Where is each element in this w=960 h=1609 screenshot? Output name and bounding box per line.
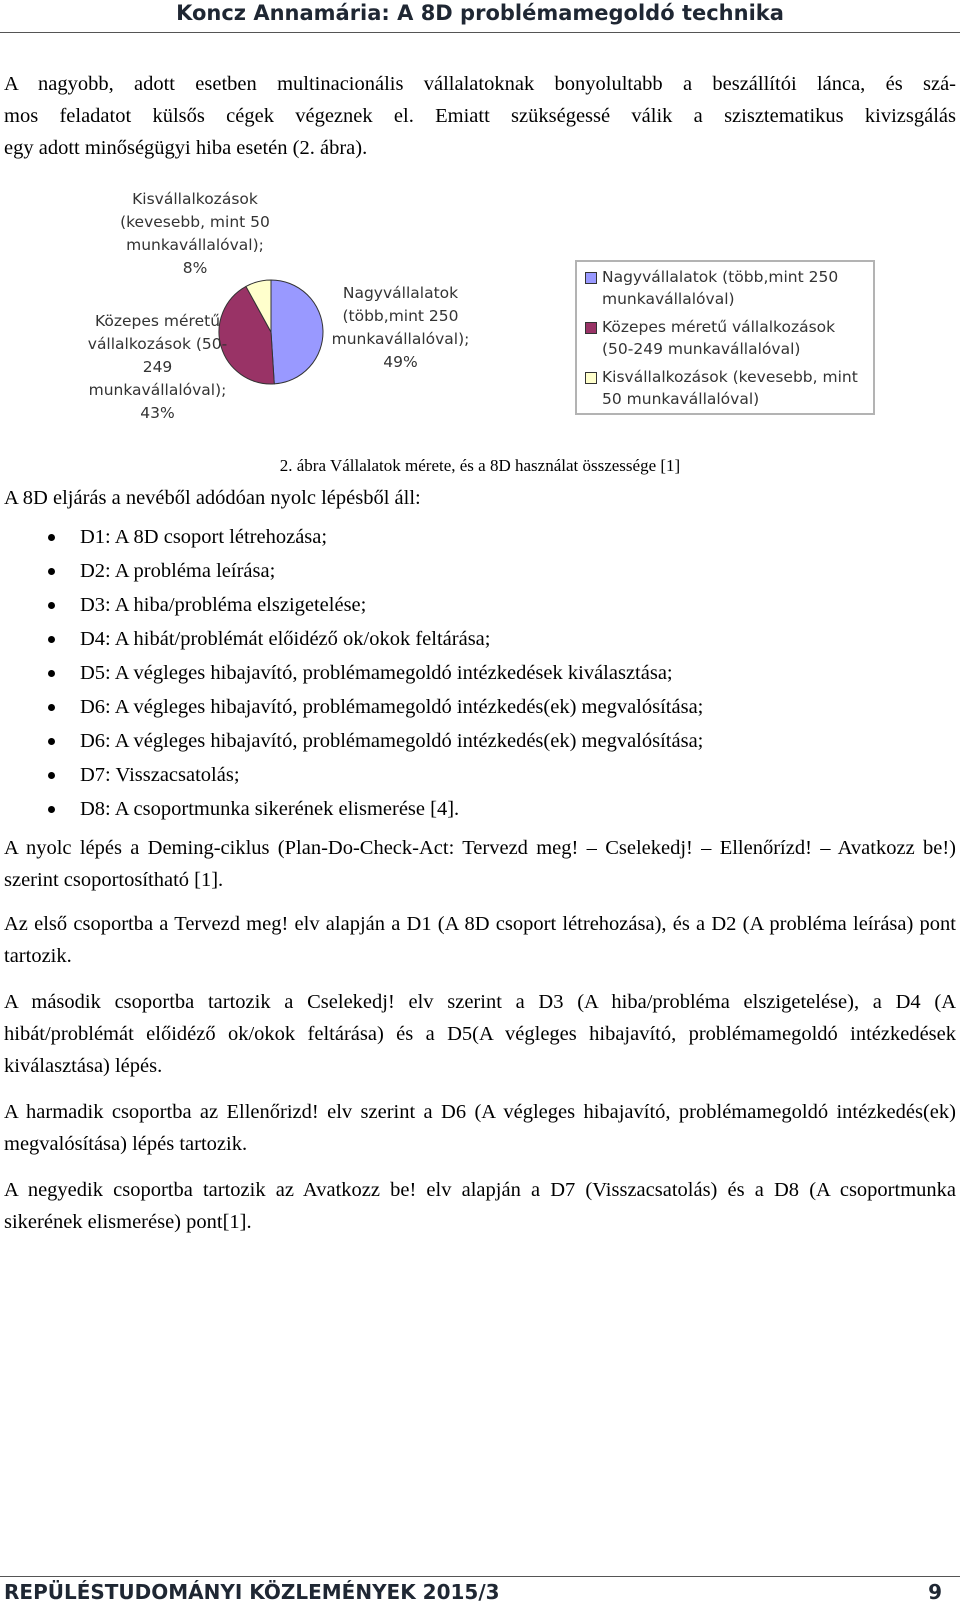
- pie-chart-figure: [0, 180, 960, 440]
- bullet: [48, 772, 55, 779]
- list-item: D2: A probléma leírása;: [40, 554, 703, 588]
- pie-slice-large: [271, 280, 323, 384]
- paragraph-group-3: A harmadik csoportba az Ellenőrizd! elv szerint a D6 (A végleges hibajavító, problémamegoldó intézkedés(ek) megvalósítása) lépés tartozik.: [4, 1101, 956, 1155]
- chart-legend: [575, 260, 875, 415]
- step-list: [40, 520, 703, 826]
- paragraph-deming: A nyolc lépés a Deming-ciklus (Plan-Do-Check-Act: Tervezd meg! – Cselekedj! – Ellenőrízd! – Avatkozz be!) szerint csoportosítható [1].: [4, 837, 956, 891]
- bullet: [48, 534, 55, 541]
- intro-paragraph: [4, 68, 960, 164]
- list-item: D5: A végleges hibajavító, problémamegoldó intézkedések kiválasztása;: [40, 656, 703, 690]
- bullet: [48, 704, 55, 711]
- steps-intro: A 8D eljárás a nevéből adódóan nyolc lépésből áll:: [4, 487, 421, 509]
- intro-line: egy adott minőségügyi hiba esetén (2. ábra).: [4, 137, 368, 159]
- footer-divider: [0, 1576, 960, 1577]
- intro-line: mos feladatot külsős cégek végeznek el. Emiatt szükségessé válik a szisztematikus kivizsgálás: [4, 105, 956, 127]
- pie-label-medium: Közepes méretű vállalkozások (50- 249 munkavállalóval); 43%: [87, 312, 228, 422]
- bullet: [48, 670, 55, 677]
- running-title: Koncz Annamária: A 8D problémamegoldó technika: [176, 1, 784, 25]
- paragraph-group-4: A negyedik csoportba tartozik az Avatkozz be! elv alapján a D7 (Visszacsatolás) és a D8 (A csoportmunka sikerének elismerése) pont[1].: [4, 1179, 956, 1233]
- intro-line: A nagyobb, adott esetben multinacionális vállalatoknak bonyolultabb a beszállítói lánca, és szá-: [4, 73, 956, 95]
- legend-item-large: [585, 266, 838, 310]
- legend-item-small: [585, 366, 858, 410]
- list-item: D6: A végleges hibajavító, problémamegoldó intézkedés(ek) megvalósítása;: [40, 690, 703, 724]
- figure-caption: 2. ábra Vállalatok mérete, és a 8D használat összessége [1]: [279, 456, 681, 475]
- bullet: [48, 602, 55, 609]
- page-number: 9: [928, 1580, 942, 1604]
- paragraph-group-2: A második csoportba tartozik a Cselekedj! elv szerint a D3 (A hiba/probléma elszigetelése), a D4 (A hibát/problémát előidéző ok/okok feltárása) és a D5(A végleges hibajavító, problémamegoldó intézkedések kiválasztása) lépés.: [4, 991, 956, 1077]
- list-item: D1: A 8D csoport létrehozása;: [40, 520, 703, 554]
- list-item: D7: Visszacsatolás;: [40, 758, 703, 792]
- bullet: [48, 806, 55, 813]
- legend-swatch: [585, 272, 597, 284]
- list-item: D8: A csoportmunka sikerének elismerése [4].: [40, 792, 703, 826]
- list-item: D4: A hibát/problémát előidéző ok/okok feltárása;: [40, 622, 703, 656]
- page-footer: [0, 1575, 960, 1609]
- bullet: [48, 738, 55, 745]
- legend-label: Közepes méretű vállalkozások (50-249 munkavállalóval): [602, 318, 836, 358]
- journal-name: REPÜLÉSTUDOMÁNYI KÖZLEMÉNYEK 2015/3: [4, 1580, 500, 1604]
- paragraph-group-1: Az első csoportba a Tervezd meg! elv alapján a D1 (A 8D csoport létrehozása), és a D2 (A probléma leírása) pont tartozik.: [4, 913, 956, 967]
- bullet: [48, 568, 55, 575]
- legend-swatch: [585, 322, 597, 334]
- legend-item-medium: [585, 316, 835, 360]
- pie-label-large: Nagyvállalatok (több,mint 250 munkavállalóval); 49%: [331, 284, 470, 371]
- bullet: [48, 636, 55, 643]
- pie-label-small: Kisvállalkozások (kevesebb, mint 50 munkavállalóval); 8%: [120, 190, 270, 277]
- header-divider: [0, 32, 960, 33]
- list-item: D6: A végleges hibajavító, problémamegoldó intézkedés(ek) megvalósítása;: [40, 724, 703, 758]
- legend-label: Nagyvállalatok (több,mint 250 munkavállalóval): [602, 268, 839, 308]
- legend-swatch: [585, 372, 597, 384]
- page-header: [0, 0, 960, 34]
- legend-label: Kisvállalkozások (kevesebb, mint 50 munkavállalóval): [602, 368, 858, 408]
- list-item: D3: A hiba/probléma elszigetelése;: [40, 588, 703, 622]
